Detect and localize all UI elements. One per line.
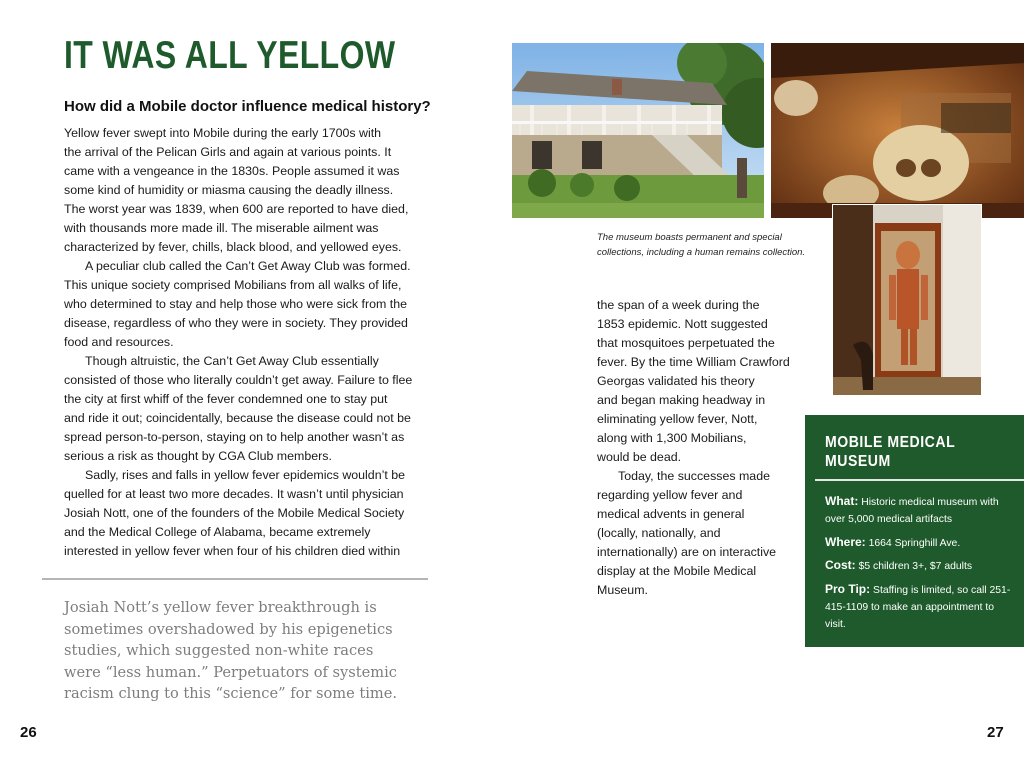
text-line: fever. By the time William Crawford [597,355,790,369]
sidebar-divider [815,479,1024,481]
text-line: consisted of those who literally couldn’t get away. Failure to flee [64,373,413,387]
text-line: quelled for at least two more decades. It wasn’t until physician [64,487,404,501]
text-line: the city at first whiff of the fever condemned one to stay put [64,392,388,406]
article-body-left [64,124,430,561]
text-line: racism clung to this “science” for some time. [64,685,398,702]
text-line: Though altruistic, the Can’t Get Away Club essentially [85,354,379,368]
text-line: and ride it out; coincidentally, because the disease could not be [64,411,411,425]
sidebar-what-text: Historic medical museum with over 5,000 medical artifacts [825,497,999,525]
text-line: disease, regardless of who they were in society. They provided [64,316,408,330]
text-line: the span of a week during the [597,298,760,312]
page-number-right: 27 [987,724,1004,741]
text-line: display at the Mobile Medical [597,564,757,578]
text-line: Museum. [597,583,648,597]
sidebar-tip-text: Staffing is limited, so call 251-415-1109 to make an appointment to visit. [825,585,1011,630]
text-line: were “less human.” Perpetuators of systemic [64,663,397,681]
text-line: and the Medical College of Alabama, became extremely [64,525,371,539]
text-line: studies, which suggested non-white races [64,642,374,659]
museum-house-photo [512,43,764,218]
sidebar-cost [825,557,1015,575]
text-line: eliminating yellow fever, Nott, [597,412,758,426]
text-line: sometimes overshadowed by his epigenetics [64,620,393,638]
sidebar-cost-text: $5 children 3+, $7 adults [858,561,973,572]
text-line: who determined to stay and help those who were sick from the [64,297,407,311]
sidebar-title-line1: MOBILE MEDICAL [825,434,956,451]
text-line: The worst year was 1839, when 600 are reported to have died, [64,202,409,216]
sidebar-what [825,493,1015,528]
text-line: The museum boasts permanent and special [597,232,782,243]
text-line: A peculiar club called the Can’t Get Away Club was formed. [85,259,411,273]
text-line: Today, the successes made [618,469,770,483]
text-line: the arrival of the Pelican Girls and again at various points. It [64,145,392,159]
text-line: some kind of humidity or miasma causing the deadly illness. [64,183,394,197]
sidebar-what-label: What: [825,494,859,508]
text-line: serious a risk as thought by CGA Club members. [64,449,332,463]
text-line: along with 1,300 Mobilians, [597,431,747,445]
page-number-left: 26 [20,724,37,741]
text-line: and began making headway in [597,393,766,407]
sidebar-pro-tip [825,581,1015,633]
text-line: would be dead. [597,450,682,464]
text-line: characterized by fever, chills, black blood, and yellowed eyes. [64,240,402,254]
text-line: Sadly, rises and falls in yellow fever epidemics wouldn’t be [85,468,406,482]
text-line: that mosquitoes perpetuated the [597,336,775,350]
text-line: medical advents in general [597,507,745,521]
sidebar-title [825,433,955,471]
sidebar-where [825,534,1015,552]
sidebar-where-label: Where: [825,535,866,549]
article-subhead: How did a Mobile doctor influence medical history? [64,98,431,115]
text-line: spread person-to-person, staying on to help another wasn’t as [64,430,405,444]
text-line: Josiah Nott, one of the founders of the Mobile Medical Society [64,506,405,520]
text-line: internationally) are on interactive [597,545,777,559]
text-line: Yellow fever swept into Mobile during the early 1700s with [64,126,382,140]
text-line: (locally, nationally, and [597,526,721,540]
text-line: with thousands more made ill. The miserable ailment was [64,221,379,235]
text-line: collections, including a human remains collection. [597,247,806,258]
photo-caption [597,230,827,260]
skull-display-photo [771,43,1024,218]
article-body-right [597,296,807,600]
text-line: 1853 epidemic. Nott suggested [597,317,768,331]
text-line: interested in yellow fever when four of his children died within [64,544,401,558]
text-line: This unique society comprised Mobilians from all walks of life, [64,278,402,292]
sidebar-cost-label: Cost: [825,558,856,572]
museum-info-sidebar [805,415,1024,647]
sidebar-title-line2: MUSEUM [825,453,891,470]
text-line: Josiah Nott’s yellow fever breakthrough is [64,599,377,616]
text-line: Georgas validated his theory [597,374,755,388]
text-line: came with a vengeance in the 1830s. People assumed it was [64,164,400,178]
article-title: IT WAS ALL YELLOW [64,34,396,77]
text-line: regarding yellow fever and [597,488,743,502]
sidebar-tip-label: Pro Tip: [825,582,871,596]
pullquote-divider [42,578,428,580]
sidebar-where-text: 1664 Springhill Ave. [868,538,961,549]
pullquote [64,597,434,705]
text-line: food and resources. [64,335,174,349]
anatomical-model-photo [832,204,982,396]
